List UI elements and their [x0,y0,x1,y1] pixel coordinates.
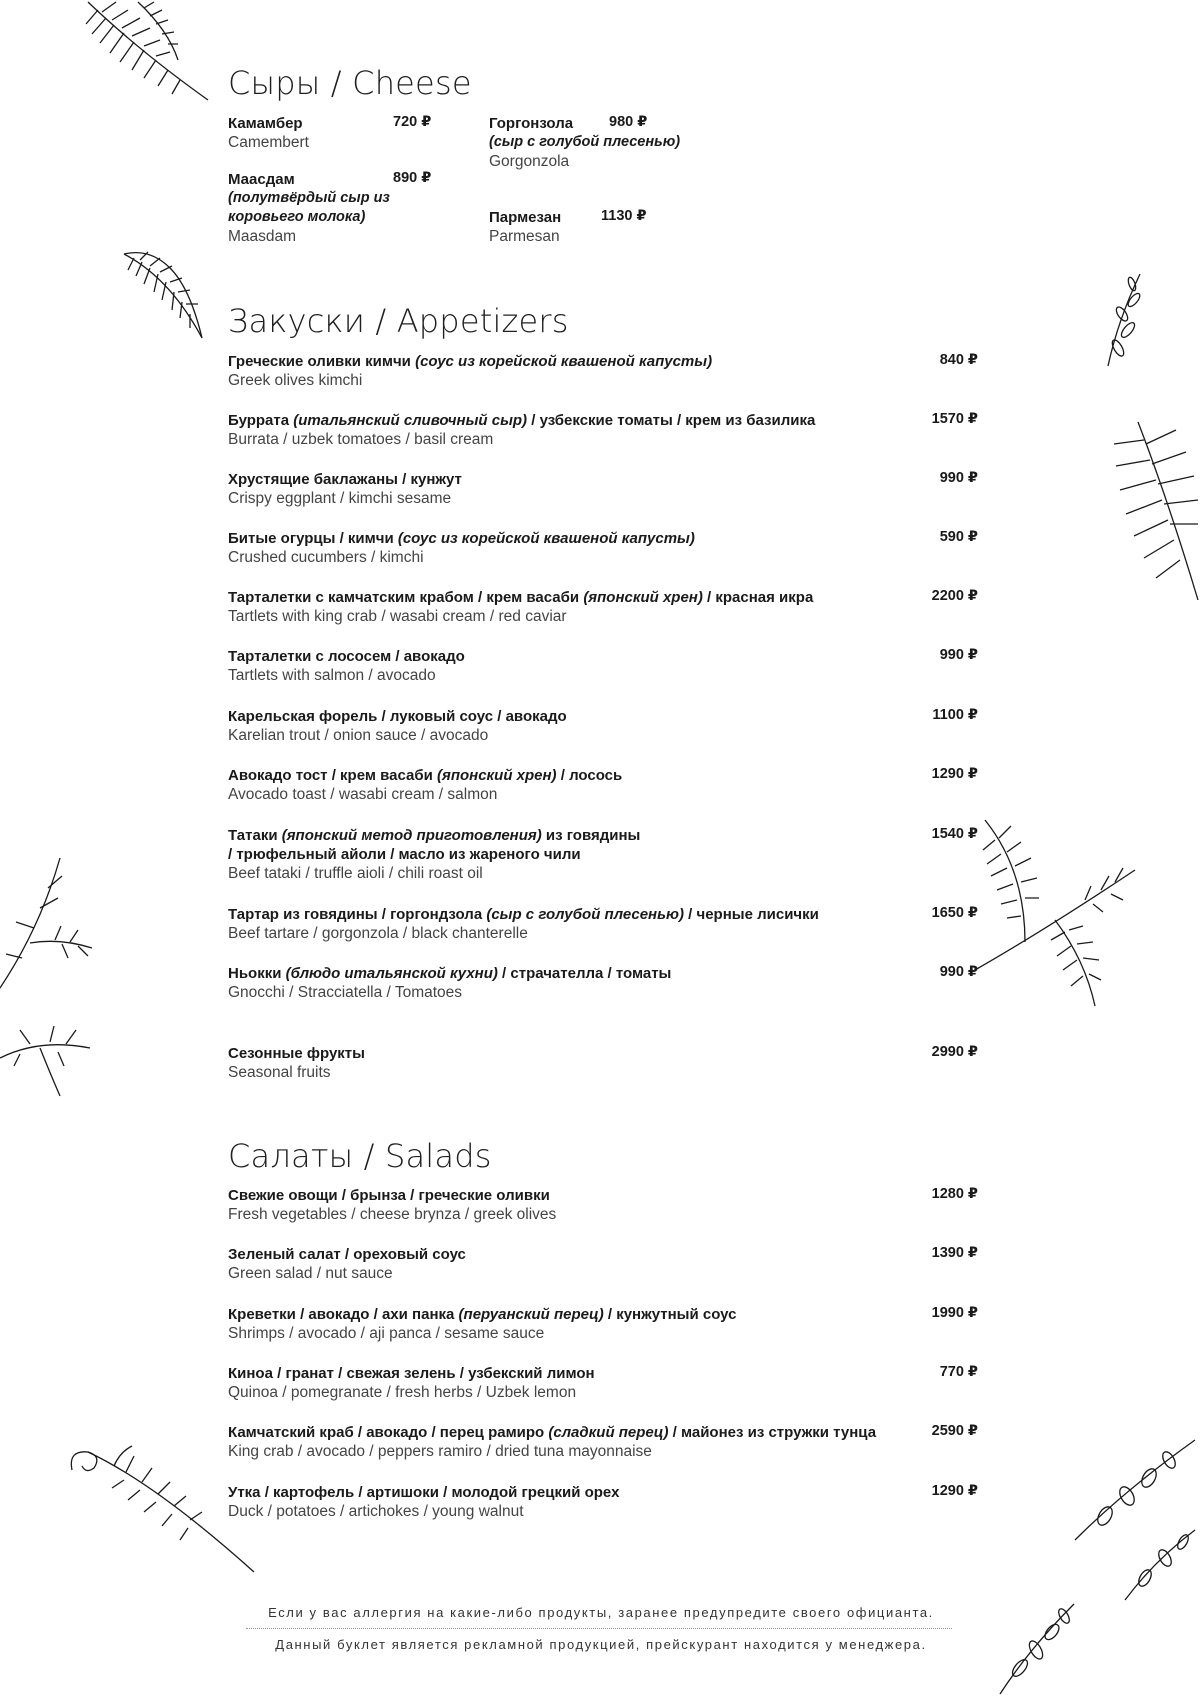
dish-name: Тарталетки с камчатским крабом / крем васаби (японский хрен) / красная икра [228,589,814,606]
dish-english-name: Burrata / uzbek tomatoes / basil cream [228,431,494,448]
dish-name: Креветки / авокадо / ахи панка (перуанский перец) / кунжутный соус [228,1306,737,1323]
advertising-disclaimer: Данный буклет является рекламной продукцией, прейскурант находится у менеджера. [275,1637,927,1652]
dish-english-name: Duck / potatoes / artichokes / young walnut [228,1503,524,1520]
appetizers-section-title: Закуски / Appetizers [228,302,569,340]
dish-name: Утка / картофель / артишоки / молодой грецкий орех [228,1484,620,1501]
dish-price: 2200 ₽ [931,588,978,604]
dish-price: 1130 ₽ [601,208,647,224]
dish-price: 840 ₽ [939,352,978,368]
fern-leaf-icon [1108,420,1200,610]
dish-name: Битые огурцы / кимчи (соус из корейской квашеной капусты) [228,530,695,547]
dish-name: Сезонные фрукты [228,1045,365,1062]
dish-english-name: Camembert [228,134,309,151]
dish-english-name: Beef tataki / truffle aioli / chili roast oil [228,865,483,882]
appetizer-item [228,826,978,884]
dish-name: Греческие оливки кимчи (соус из корейской квашеной капусты) [228,353,713,370]
dish-price: 990 ₽ [939,470,978,486]
dish-price: 2990 ₽ [931,1044,978,1060]
dish-english-name: Tartlets with salmon / avocado [228,667,436,684]
dish-price: 2590 ₽ [931,1423,978,1439]
dish-english-name: Parmesan [489,228,560,245]
appetizer-item [228,588,978,627]
appetizer-item [228,766,978,805]
salads-section-title: Салаты / Salads [228,1137,492,1175]
dish-name: Киноа / гранат / свежая зелень / узбекский лимон [228,1365,595,1382]
dish-english-name: Shrimps / avocado / aji panca / sesame sauce [228,1325,545,1342]
dish-price: 980 ₽ [609,114,648,130]
dish-name: Горгонзола [489,115,574,132]
dish-english-name: Green salad / nut sauce [228,1265,393,1282]
branch-icon [0,848,105,1098]
dish-price: 990 ₽ [939,964,978,980]
dish-english-name: Gnocchi / Stracciatella / Tomatoes [228,984,463,1001]
appetizer-item [228,470,978,509]
appetizer-item [228,529,978,568]
dish-name: Ньокки (блюдо итальянской кухни) / страчателла / томаты [228,965,672,982]
appetizer-item [228,411,978,450]
dish-name: Тарталетки с лососем / авокадо [228,648,465,665]
salad-item [228,1245,978,1284]
branch-icon [1065,1430,1200,1605]
dish-price: 990 ₽ [939,647,978,663]
dish-price: 770 ₽ [939,1364,978,1380]
dish-name: Свежие овощи / брынза / греческие оливки [228,1187,550,1204]
dish-price: 1650 ₽ [931,905,978,921]
dish-name: Карельская форель / луковый соус / авокадо [228,708,567,725]
dish-price: 890 ₽ [393,170,432,186]
dish-english-name: Tartlets with king crab / wasabi cream / red caviar [228,608,567,625]
dish-price: 1290 ₽ [931,1483,978,1499]
dish-name: Маасдам [228,171,295,188]
dish-name: Зеленый салат / ореховый соус [228,1246,466,1263]
dish-english-name: Greek olives kimchi [228,372,363,389]
branch-icon [990,1598,1080,1697]
dish-name: Камчатский краб / авокадо / перец рамиро (сладкий перец) / майонез из стружки тунца [228,1424,877,1441]
dish-name: Пармезан [489,209,562,226]
dish-price: 1390 ₽ [931,1245,978,1261]
appetizer-item [228,905,978,944]
dish-name: Тартар из говядины / горгондзола (сыр с голубой плесенью) / черные лисички [228,906,819,923]
salad-item [228,1364,978,1403]
cheese-item-gorgonzola [489,114,709,172]
allergy-notice: Если у вас аллергия на какие-либо продукты, заранее предупредите своего официанта. [268,1605,934,1620]
cheese-section-title: Сыры / Cheese [228,64,472,102]
dish-english-name: Quinoa / pomegranate / fresh herbs / Uzbek lemon [228,1384,577,1401]
dish-price: 1570 ₽ [931,411,978,427]
dish-english-name: Avocado toast / wasabi cream / salmon [228,786,498,803]
dish-price: 1280 ₽ [931,1186,978,1202]
salad-item [228,1305,978,1344]
appetizer-item [228,647,978,686]
dish-english-name: Beef tartare / gorgonzola / black chanterelle [228,925,528,942]
dish-name: Хрустящие баклажаны / кунжут [228,471,462,488]
dish-english-name: Gorgonzola [489,153,570,170]
dish-price: 720 ₽ [393,114,432,130]
cheese-item-maasdam [228,170,458,247]
appetizer-item [228,707,978,746]
dish-name: Татаки (японский метод приготовления) из говядины / трюфельный айоли / масло из жареного чили [228,827,641,863]
dish-price: 1290 ₽ [931,766,978,782]
dish-name: Буррата (итальянский сливочный сыр) / узбекские томаты / крем из базилика [228,412,816,429]
palm-leaf-icon [965,810,1140,1010]
dish-name: Камамбер [228,115,303,132]
salad-item [228,1483,978,1522]
dish-english-name: Crushed cucumbers / kimchi [228,549,424,566]
dish-english-name: Karelian trout / onion sauce / avocado [228,727,489,744]
dish-english-name: King crab / avocado / peppers ramiro / dried tuna mayonnaise [228,1443,652,1460]
dish-note: (сыр с голубой плесенью) [489,134,681,150]
salad-item [228,1423,978,1462]
dish-price: 1990 ₽ [931,1305,978,1321]
dish-price: 590 ₽ [939,529,978,545]
fern-leaf-icon [120,248,210,343]
dish-english-name: Maasdam [228,228,297,245]
appetizer-item [228,352,978,391]
salad-item [228,1186,978,1225]
dish-name: Авокадо тост / крем васаби (японский хрен) / лосось [228,767,623,784]
cheese-item-parmesan [489,208,709,247]
cheese-item-camembert [228,114,438,153]
dish-price: 1100 ₽ [932,707,978,723]
appetizer-item [228,964,978,1003]
fern-leaf-icon [78,0,218,110]
dish-note: (полутвёрдый сыр из коровьего молока) [228,190,390,225]
branch-icon [1098,270,1148,370]
dish-english-name: Crispy eggplant / kimchi sesame [228,490,452,507]
appetizer-item [228,1044,978,1083]
dish-english-name: Seasonal fruits [228,1064,331,1081]
dish-price: 1540 ₽ [931,826,978,842]
dish-english-name: Fresh vegetables / cheese brynza / greek olives [228,1206,557,1223]
footer-divider [246,1628,952,1629]
